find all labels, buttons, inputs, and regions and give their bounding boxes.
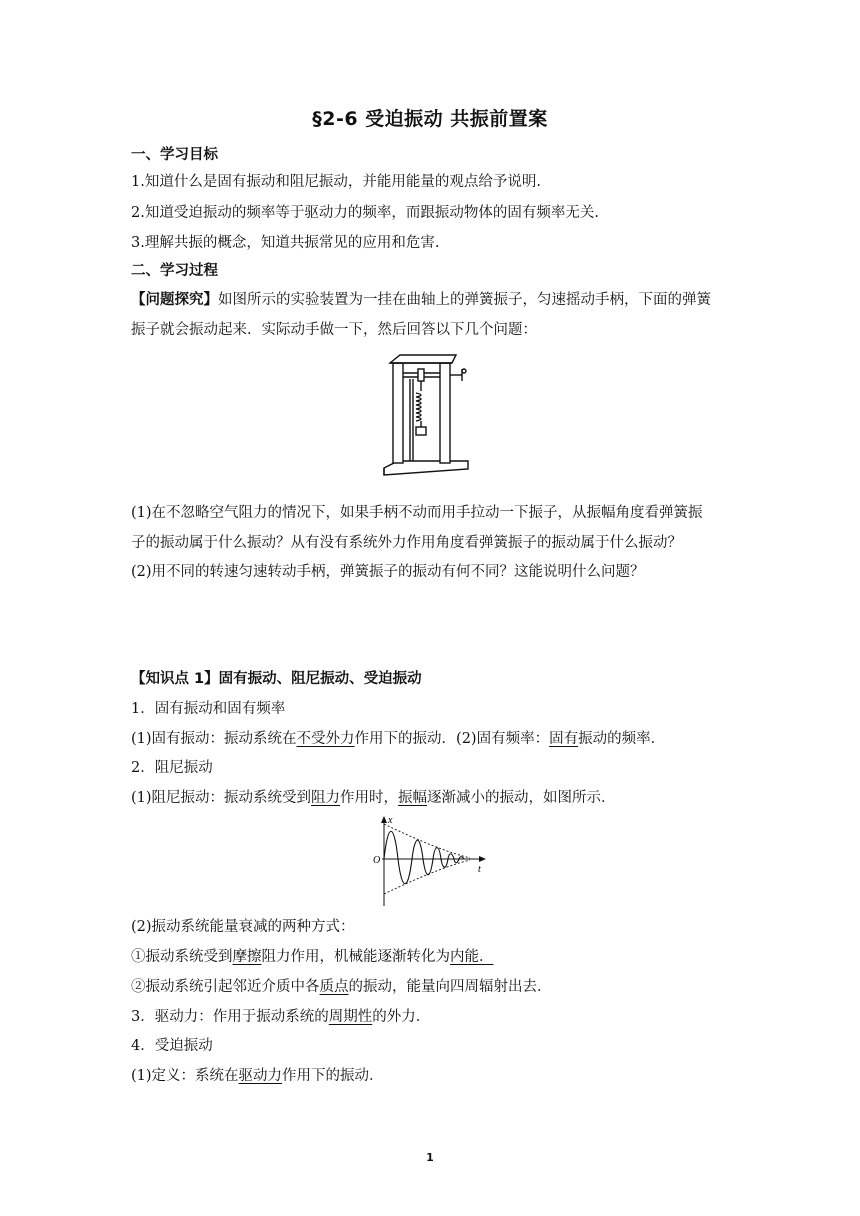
k2-way1-blank-d: 内能． (450, 949, 494, 965)
k2-definition (131, 788, 616, 808)
section-heading-process: 二、学习过程 (131, 263, 218, 279)
question-1-line1: (1)在不忽略空气阻力的情况下，如果手柄不动而用手拉动一下振子，从振幅角度看弹簧振 (131, 505, 703, 521)
k2-energy-ways: (2)振动系统能量衰减的两种方式： (131, 919, 355, 935)
question-2: (2)用不同的转速匀速转动手柄，弹簧振子的振动有何不同？这能说明什么问题？ (131, 564, 645, 580)
explore-paragraph-line1 (131, 290, 711, 310)
damped-oscillation-graph (370, 814, 490, 910)
k1-text-c: 作用下的振动．(2)固有频率： (354, 731, 550, 747)
page-title: §2-6 受迫振动 共振前置案 (312, 108, 548, 130)
k2-text-e: 逐渐减小的振动，如图所示． (427, 790, 616, 806)
spring-oscillator-apparatus-figure (380, 349, 472, 483)
goal-item-3: 3.理解共振的概念，知道共振常见的应用和危害. (131, 235, 440, 251)
k1-text-a: (1)固有振动：振动系统在 (131, 731, 297, 747)
k3-text-a: 3．驱动力：作用于振动系统的 (131, 1009, 329, 1025)
k4-text-a: (1)定义：系统在 (131, 1068, 239, 1084)
explore-tag: 【问题探究】 (131, 292, 218, 308)
graph-x-label: x (388, 815, 393, 826)
k4-title: 4．受迫振动 (131, 1038, 213, 1054)
k1-blank-b: 不受外力 (296, 731, 355, 747)
k2-blank-d: 振幅 (398, 790, 428, 806)
question-1-line2: 子的振动属于什么振动？从有没有系统外力作用角度看弹簧振子的振动属于什么振动？ (131, 535, 682, 551)
knowledge-heading: 【知识点 1】固有振动、阻尼振动、受迫振动 (131, 671, 422, 687)
k2-way2-blank-b: 质点 (319, 979, 349, 995)
k2-text-c: 作用时， (340, 790, 399, 806)
k2-text-a: (1)阻尼振动：振动系统受到 (131, 790, 312, 806)
k1-text-e: 振动的频率． (578, 731, 666, 747)
k2-way-2 (131, 977, 552, 997)
k2-title: 2．阻尼振动 (131, 760, 213, 776)
k2-way1-blank-b: 摩擦 (232, 949, 262, 965)
page-number: 1 (426, 1151, 434, 1164)
k3-driving-force (131, 1007, 430, 1027)
k1-blank-d: 固有 (549, 731, 579, 747)
k4-text-c: 作用下的振动． (282, 1068, 384, 1084)
k3-blank-b: 周期性 (328, 1009, 373, 1025)
goal-item-1: 1.知道什么是固有振动和阻尼振动，并能用能量的观点给予说明. (131, 174, 541, 190)
graph-t-label: t (478, 864, 481, 875)
k2-way-1 (131, 947, 494, 967)
k4-blank-b: 驱动力 (238, 1068, 283, 1084)
k1-definition (131, 729, 665, 749)
k2-way1-c: 阻力作用，机械能逐渐转化为 (261, 949, 450, 965)
graph-origin-label: O (373, 855, 381, 866)
k3-text-c: 的外力． (372, 1009, 431, 1025)
explore-text-1: 如图所示的实验装置为一挂在曲轴上的弹簧振子，匀速摇动手柄，下面的弹簧 (218, 292, 711, 308)
k2-way1-a: ①振动系统受到 (131, 949, 233, 965)
k4-definition (131, 1066, 384, 1086)
goal-item-2: 2.知道受迫振动的频率等于驱动力的频率，而跟振动物体的固有频率无关. (131, 205, 599, 221)
section-heading-goals: 一、学习目标 (131, 147, 218, 163)
k1-title: 1．固有振动和固有频率 (131, 701, 286, 717)
explore-paragraph-line2: 振子就会振动起来．实际动手做一下，然后回答以下几个问题： (131, 322, 537, 338)
k2-way2-a: ②振动系统引起邻近介质中各 (131, 979, 320, 995)
k2-way2-c: 的振动，能量向四周辐射出去． (348, 979, 552, 995)
k2-blank-b: 阻力 (311, 790, 341, 806)
